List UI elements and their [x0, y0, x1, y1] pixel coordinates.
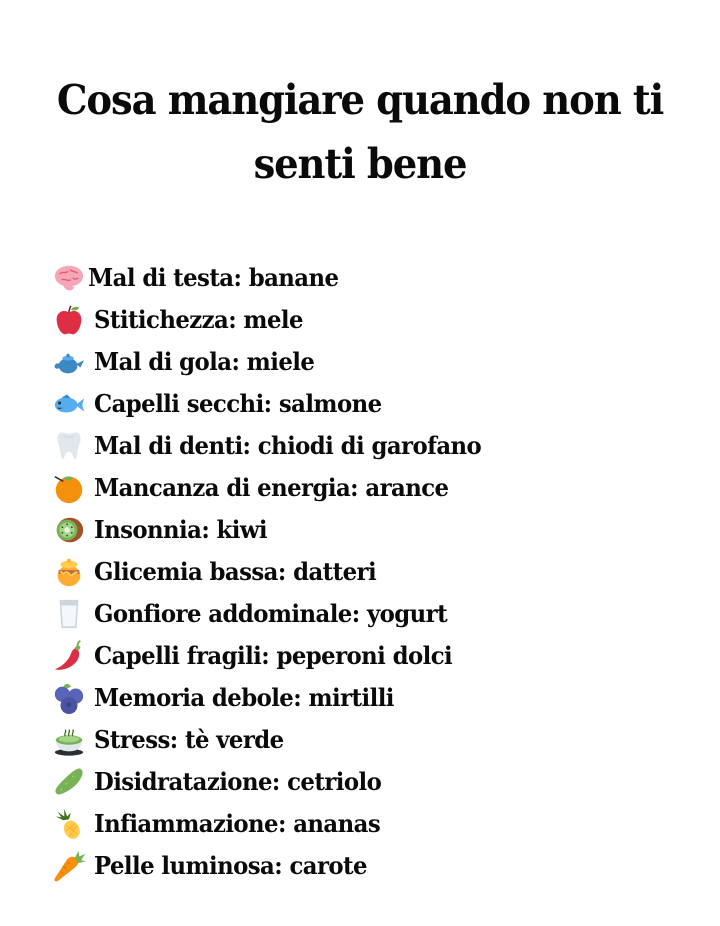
item-text: Mancanza di energia: arance [94, 473, 449, 502]
hot-pepper-icon [52, 639, 86, 673]
item-text: Stress: tè verde [94, 725, 284, 754]
title-line-1: Cosa mangiare quando non ti [56, 76, 664, 124]
remedy-list [0, 257, 720, 887]
list-item [0, 425, 720, 467]
item-text: Disidratazione: cetriolo [94, 767, 382, 796]
list-item [0, 467, 720, 509]
list-item [0, 509, 720, 551]
list-item [0, 593, 720, 635]
list-item [0, 803, 720, 845]
kiwi-icon [52, 513, 86, 547]
item-text: Insonnia: kiwi [94, 515, 268, 544]
honey-pot-icon [52, 555, 86, 589]
glass-of-milk-icon [52, 597, 86, 631]
item-text: Mal di denti: chiodi di garofano [94, 431, 482, 460]
brain-icon [52, 261, 86, 295]
list-item [0, 845, 720, 887]
item-text: Infiammazione: ananas [94, 809, 381, 838]
list-item [0, 257, 720, 299]
item-text: Mal di gola: miele [94, 347, 315, 376]
blueberries-icon [52, 681, 86, 715]
list-item [0, 551, 720, 593]
orange-icon [52, 471, 86, 505]
item-text: Glicemia bassa: datteri [94, 557, 377, 586]
fish-icon [52, 387, 86, 421]
list-item [0, 761, 720, 803]
page-title [22, 68, 699, 196]
red-apple-icon [52, 303, 86, 337]
list-item [0, 341, 720, 383]
item-text: Mal di testa: banane [88, 263, 339, 292]
list-item [0, 383, 720, 425]
carrot-icon [52, 849, 86, 883]
list-item [0, 635, 720, 677]
item-text: Pelle luminosa: carote [94, 851, 367, 880]
green-tea-icon [52, 723, 86, 757]
cucumber-icon [52, 765, 86, 799]
pineapple-icon [52, 807, 86, 841]
item-text: Stitichezza: mele [94, 305, 303, 334]
list-item [0, 677, 720, 719]
tooth-icon [52, 429, 86, 463]
teapot-icon [52, 345, 86, 379]
item-text: Capelli fragili: peperoni dolci [94, 641, 453, 670]
list-item [0, 719, 720, 761]
item-text: Memoria debole: mirtilli [94, 683, 394, 712]
item-text: Gonfiore addominale: yogurt [94, 599, 448, 628]
title-line-2: senti bene [253, 140, 467, 188]
item-text: Capelli secchi: salmone [94, 389, 382, 418]
list-item [0, 299, 720, 341]
